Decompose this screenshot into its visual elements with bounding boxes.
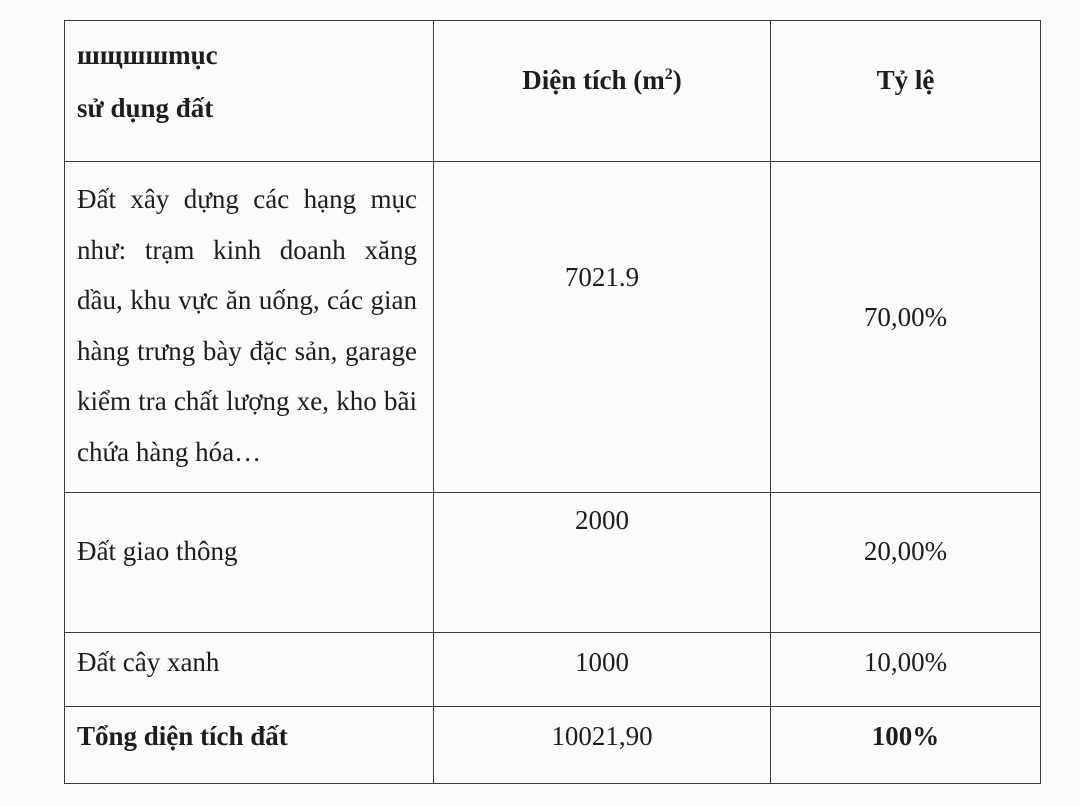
header-category-line-1: шщшшmục xyxy=(77,40,218,70)
row-ratio-cell xyxy=(771,162,1041,493)
header-ratio-label: Tỷ lệ xyxy=(876,65,935,95)
table-header-row xyxy=(65,21,1041,162)
row-category-cell xyxy=(65,162,434,493)
total-ratio-cell xyxy=(771,707,1041,784)
land-use-table xyxy=(64,20,1041,784)
row-ratio-cell xyxy=(771,633,1041,707)
row-category-text: Đất giao thông xyxy=(77,536,238,566)
row-ratio-cell xyxy=(771,493,1041,633)
row-category-text: Đất cây xanh xyxy=(77,647,220,677)
table-row xyxy=(65,633,1041,707)
row-area-cell xyxy=(434,633,771,707)
row-area-cell xyxy=(434,162,771,493)
row-area-value: 1000 xyxy=(575,647,629,677)
row-category-text: Đất xây dựng các hạng mục như: trạm kinh doanh xăng dầu, khu vực ăn uống, các gian hàng trưng bày đặc sản, garage kiểm tra chất lượng xe, kho bãi chứa hàng hóa… xyxy=(77,184,417,467)
row-ratio-value: 70,00% xyxy=(863,302,948,332)
header-cell-ratio xyxy=(771,21,1041,162)
table-row xyxy=(65,162,1041,493)
table-row xyxy=(65,493,1041,633)
total-area-value: 10021,90 xyxy=(551,721,653,751)
total-area-cell xyxy=(434,707,771,784)
total-category-cell xyxy=(65,707,434,784)
row-ratio-value: 10,00% xyxy=(863,647,948,677)
total-ratio-value: 100% xyxy=(871,721,940,751)
row-area-cell xyxy=(434,493,771,633)
row-category-cell xyxy=(65,633,434,707)
row-area-value: 7021.9 xyxy=(564,262,640,292)
row-area-value: 2000 xyxy=(575,505,629,535)
header-area-close: ) xyxy=(672,65,682,95)
row-ratio-value: 20,00% xyxy=(863,536,948,566)
header-area-superscript: 2 xyxy=(664,66,673,83)
total-category-text: Tổng diện tích đất xyxy=(77,721,288,751)
header-cell-category xyxy=(65,21,434,162)
header-cell-area xyxy=(434,21,771,162)
header-area-label: Diện tích (m xyxy=(522,65,665,95)
header-category-line-2: sử dụng đất xyxy=(77,93,214,123)
row-category-cell xyxy=(65,493,434,633)
table-total-row xyxy=(65,707,1041,784)
